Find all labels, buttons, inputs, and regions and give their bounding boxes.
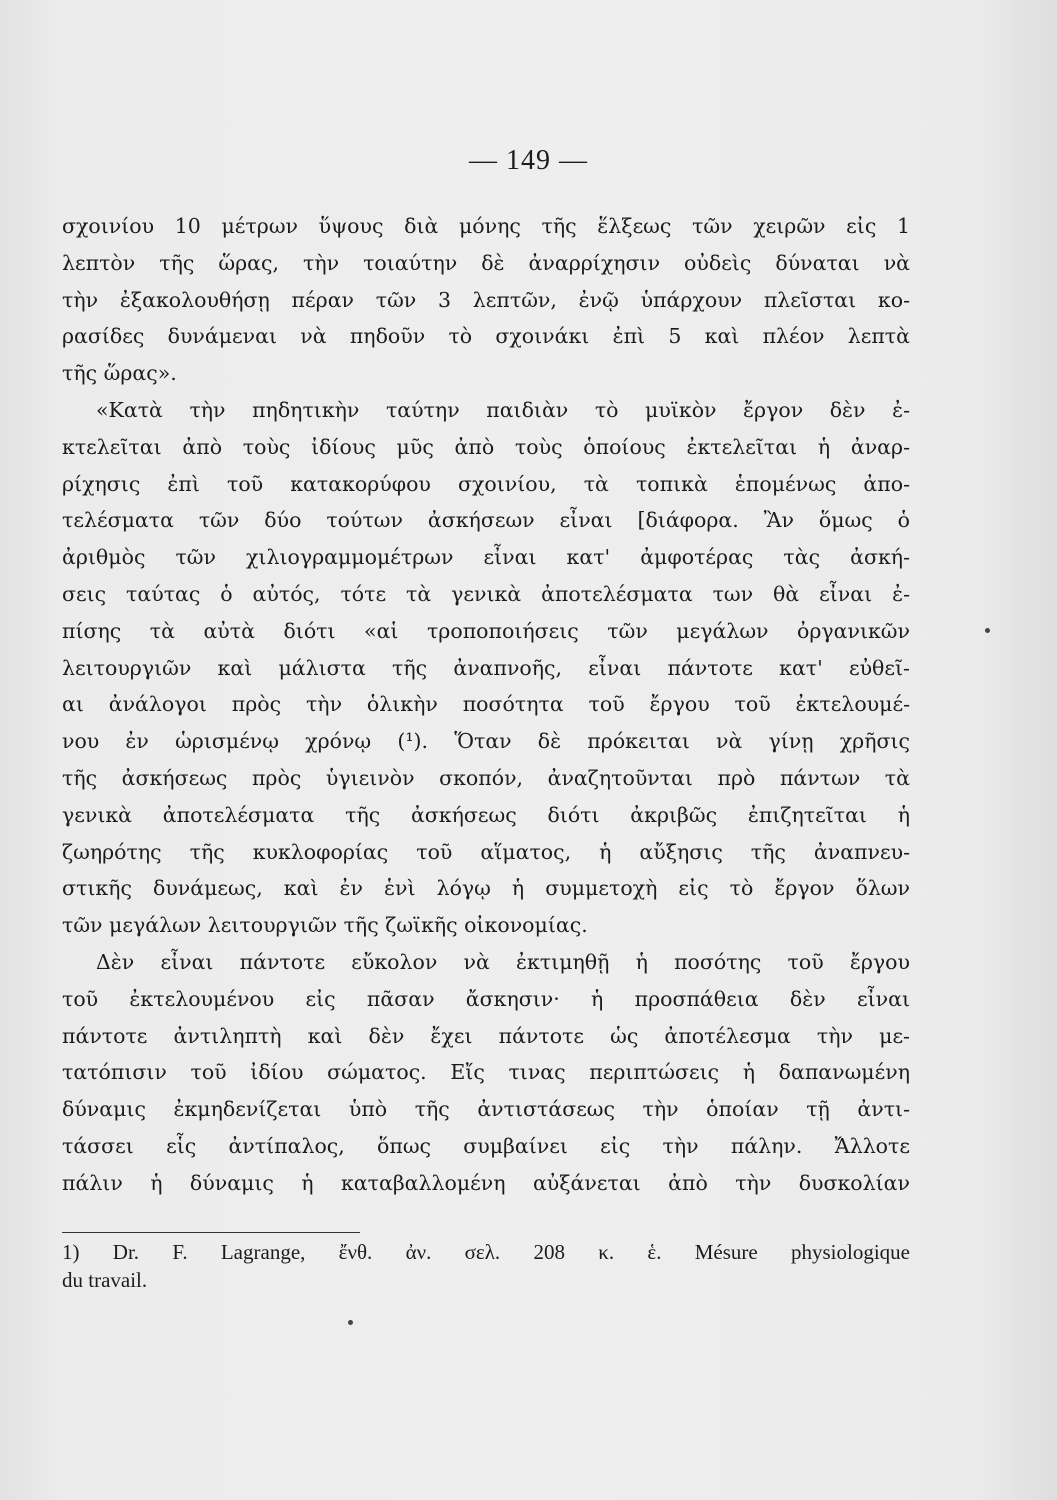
footnote (62, 1238, 910, 1294)
text-line: λειτουργιῶν καὶ μάλιστα τῆς ἀναπνοῆς, εἶναι πάντοτε κατ' εὐθεῖ- (62, 655, 910, 680)
text-line: τελέσματα τῶν δύο τούτων ἀσκήσεων εἶναι [διάφορα. Ἂν ὅμως ὁ (62, 508, 910, 533)
text-line: τῆς ὥρας». (62, 361, 177, 386)
text-line: ἀριθμὸς τῶν χιλιογραμμομέτρων εἶναι κατ' ἀμφοτέρας τὰς ἀσκή- (62, 545, 910, 570)
text-line: τοῦ ἐκτελουμένου εἰς πᾶσαν ἄσκησιν· ἡ προσπάθεια δὲν εἶναι (62, 986, 910, 1011)
text-line: αι ἀνάλογοι πρὸς τὴν ὁλικὴν ποσότητα τοῦ ἔργου τοῦ ἐκτελουμέ- (62, 692, 910, 717)
text-line: τατόπισιν τοῦ ἰδίου σώματος. Εἴς τινας περιπτώσεις ἡ δαπανωμένη (62, 1060, 910, 1085)
text-line: τὴν ἐξακολουθήσῃ πέραν τῶν 3 λεπτῶν, ἐνῷ ὑπάρχουν πλεῖσται κο- (62, 287, 910, 312)
text-line: τῶν μεγάλων λειτουργιῶν τῆς ζωϊκῆς οἰκονομίας. (62, 913, 588, 938)
text-line: γενικὰ ἀποτελέσματα τῆς ἀσκήσεως διότι ἀκριβῶς ἐπιζητεῖται ἡ (62, 802, 910, 827)
footnote-line: 1) Dr. F. Lagrange, ἔνθ. ἀν. σελ. 208 κ. ἑ. Mésure physiologique (62, 1240, 910, 1264)
ink-speck (985, 628, 990, 633)
text-line: λεπτὸν τῆς ὥρας, τὴν τοιαύτην δὲ ἀναρρίχησιν οὐδεὶς δύναται νὰ (62, 250, 910, 275)
text-line: τάσσει εἷς ἀντίπαλος, ὅπως συμβαίνει εἰς τὴν πάλην. Ἄλλοτε (62, 1133, 910, 1158)
text-line: πάλιν ἡ δύναμις ἡ καταβαλλομένη αὐξάνεται ἀπὸ τὴν δυσκολίαν (62, 1170, 910, 1195)
text-line: Δὲν εἶναι πάντοτε εὔκολον νὰ ἐκτιμηθῇ ἡ ποσότης τοῦ ἔργου (96, 949, 910, 974)
text-line: πάντοτε ἀντιληπτὴ καὶ δὲν ἔχει πάντοτε ὡς ἀποτέλεσμα τὴν με- (62, 1023, 910, 1048)
text-line: ρίχησις ἐπὶ τοῦ κατακορύφου σχοινίου, τὰ τοπικὰ ἑπομένως ἀπο- (62, 471, 910, 496)
footnote-divider (62, 1232, 360, 1233)
text-line: νου ἐν ὡρισμένῳ χρόνῳ (¹). Ὅταν δὲ πρόκειται νὰ γίνῃ χρῆσις (62, 729, 910, 754)
ink-speck (348, 1320, 353, 1325)
text-line: «Κατὰ τὴν πηδητικὴν ταύτην παιδιὰν τὸ μυϊκὸν ἔργον δὲν ἐ- (96, 397, 910, 422)
text-line: ρασίδες δυνάμεναι νὰ πηδοῦν τὸ σχοινάκι ἐπὶ 5 καὶ πλέον λεπτὰ (62, 324, 910, 349)
text-line: τῆς ἀσκήσεως πρὸς ὑγιεινὸν σκοπόν, ἀναζητοῦνται πρὸ πάντων τὰ (62, 765, 910, 790)
text-line: πίσης τὰ αὐτὰ διότι «αἱ τροποποιήσεις τῶν μεγάλων ὀργανικῶν (62, 618, 910, 643)
text-line: δύναμις ἐκμηδενίζεται ὑπὸ τῆς ἀντιστάσεως τὴν ὁποίαν τῇ ἀντι- (62, 1097, 910, 1122)
body-text (62, 208, 910, 1202)
text-line: στικῆς δυνάμεως, καὶ ἐν ἑνὶ λόγῳ ἡ συμμετοχὴ εἰς τὸ ἔργον ὅλων (62, 876, 910, 901)
footnote-line: du travail. (62, 1268, 148, 1292)
text-line: κτελεῖται ἀπὸ τοὺς ἰδίους μῦς ἀπὸ τοὺς ὁποίους ἐκτελεῖται ἡ ἀναρ- (62, 434, 910, 459)
page-number: — 149 — (469, 145, 588, 176)
text-line: σεις ταύτας ὁ αὐτός, τότε τὰ γενικὰ ἀποτελέσματα των θὰ εἶναι ἐ- (62, 581, 910, 606)
text-line: σχοινίου 10 μέτρων ὕψους διὰ μόνης τῆς ἕλξεως τῶν χειρῶν εἰς 1 (62, 214, 910, 238)
text-line: ζωηρότης τῆς κυκλοφορίας τοῦ αἵματος, ἡ αὔξησις τῆς ἀναπνευ- (62, 839, 910, 864)
